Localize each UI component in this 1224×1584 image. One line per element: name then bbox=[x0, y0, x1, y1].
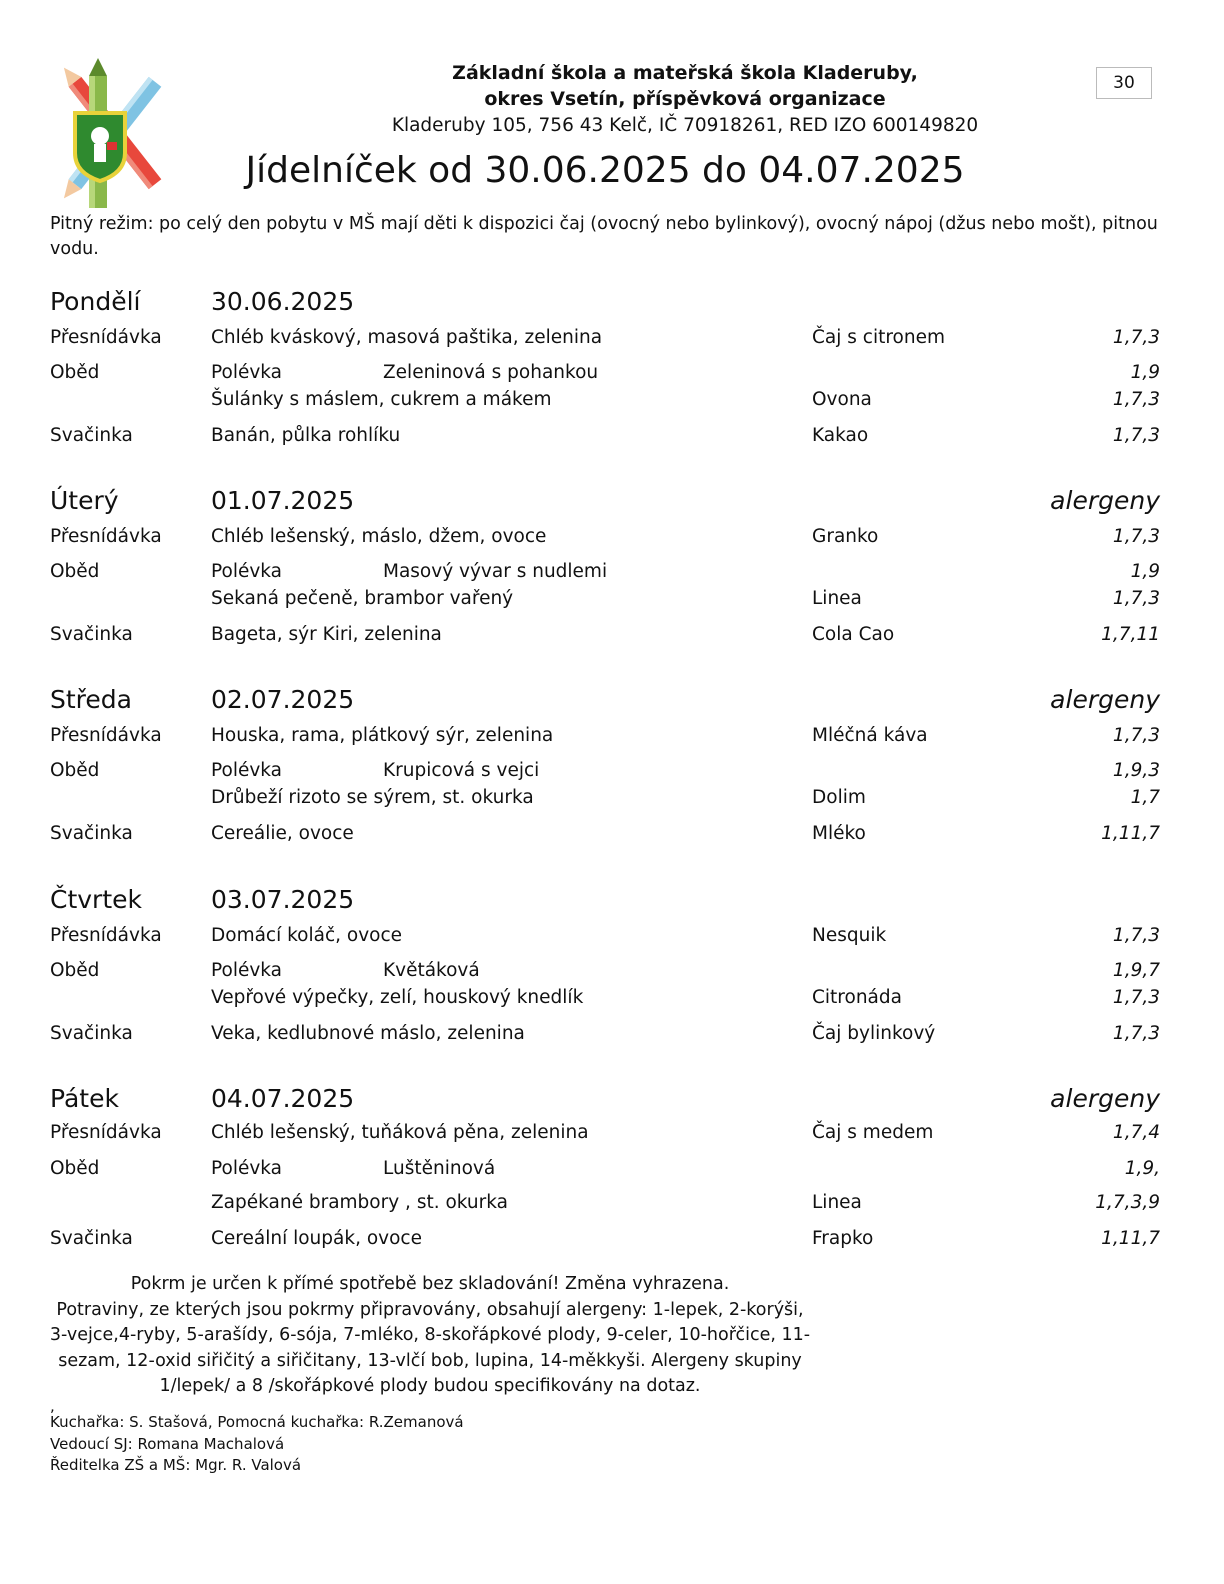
allergens: 1,7,3 bbox=[1112, 526, 1160, 547]
allergens: 1,11,7 bbox=[1101, 1228, 1160, 1249]
drink: Čaj s medem bbox=[812, 1122, 934, 1143]
allergens: 1,7,3 bbox=[1112, 389, 1160, 410]
meal-type: Přesnídávka bbox=[50, 1122, 162, 1143]
meal-row bbox=[50, 423, 1160, 449]
drink: Nesquik bbox=[812, 925, 887, 946]
allergens: 1,7,3 bbox=[1112, 588, 1160, 609]
allergens: 1,7,3 bbox=[1112, 987, 1160, 1008]
staff-manager: Vedoucí SJ: Romana Machalová bbox=[50, 1434, 285, 1453]
drink: Linea bbox=[812, 588, 862, 609]
dish: Bageta, sýr Kiri, zelenina bbox=[211, 624, 442, 645]
day-header bbox=[50, 885, 1160, 915]
drinking-regime: Pitný režim: po celý den pobytu v MŠ mají děti k dispozici čaj (ovocný nebo bylinkový), ovocný nápoj (džus nebo mošt), pitnou vodu. bbox=[50, 214, 1158, 259]
day-date: 04.07.2025 bbox=[211, 1084, 355, 1113]
meal-row bbox=[50, 758, 1160, 784]
school-header bbox=[340, 60, 1030, 139]
note-line: Pokrm je určen k přímé spotřebě bez skladování! Změna vyhrazena. bbox=[130, 1274, 730, 1294]
meal-type: Oběd bbox=[50, 1158, 100, 1179]
day-name: Pondělí bbox=[50, 287, 141, 316]
meal-row bbox=[50, 985, 1160, 1011]
meal-row bbox=[50, 622, 1160, 648]
dish: Drůbeží rizoto se sýrem, st. okurka bbox=[211, 787, 534, 808]
meal-type: Oběd bbox=[50, 760, 100, 781]
drink: Citronáda bbox=[812, 987, 902, 1008]
meal-type: Přesnídávka bbox=[50, 725, 162, 746]
day-date: 02.07.2025 bbox=[211, 685, 355, 714]
dish: Polévka bbox=[211, 960, 283, 981]
allergens: 1,9 bbox=[1130, 362, 1160, 383]
dish: Polévka bbox=[211, 561, 283, 582]
dish: Polévka bbox=[211, 362, 283, 383]
allergens: 1,7,3 bbox=[1112, 327, 1160, 348]
drink: Frapko bbox=[812, 1228, 874, 1249]
meal-row bbox=[50, 586, 1160, 612]
meal-type: Oběd bbox=[50, 561, 100, 582]
dish: Banán, půlka rohlíku bbox=[211, 425, 401, 446]
staff-principal: Ředitelka ZŠ a MŠ: Mgr. R. Valová bbox=[50, 1456, 302, 1474]
allergens: 1,7,3 bbox=[1112, 1023, 1160, 1044]
meal-row bbox=[50, 723, 1160, 749]
allergen-label: alergeny bbox=[1050, 1084, 1160, 1113]
allergen-note bbox=[40, 1272, 820, 1400]
meal-row bbox=[50, 1120, 1160, 1146]
dish: Cereální loupák, ovoce bbox=[211, 1228, 422, 1249]
meal-row bbox=[50, 1021, 1160, 1047]
allergens: 1,7,4 bbox=[1112, 1122, 1160, 1143]
note-line: 3-vejce,4-ryby, 5-arašídy, 6-sója, 7-mléko, 8-skořápkové plody, 9-celer, 10-hořčice, 11- bbox=[49, 1325, 811, 1345]
meal-row bbox=[50, 1226, 1160, 1252]
allergens: 1,7,3 bbox=[1112, 425, 1160, 446]
dish: Chléb lešenský, máslo, džem, ovoce bbox=[211, 526, 547, 547]
allergens: 1,7,3 bbox=[1112, 725, 1160, 746]
dish: Chléb lešenský, tuňáková pěna, zelenina bbox=[211, 1122, 589, 1143]
meal-type: Svačinka bbox=[50, 823, 133, 844]
note-line: sezam, 12-oxid siřičitý a siřičitany, 13-vlčí bob, lupina, 14-měkkyši. Alergeny skupiny bbox=[58, 1350, 802, 1371]
day-header bbox=[50, 685, 1160, 715]
meal-row bbox=[50, 387, 1160, 413]
day-name: Čtvrtek bbox=[50, 885, 142, 914]
dish: Vepřové výpečky, zelí, houskový knedlík bbox=[211, 987, 584, 1008]
school-name: Základní škola a mateřská škola Kladeruby, bbox=[452, 62, 918, 84]
soup-name: Krupicová s vejci bbox=[383, 760, 540, 781]
dish: Chléb kváskový, masová paštika, zelenina bbox=[211, 327, 603, 348]
meal-type: Svačinka bbox=[50, 1228, 133, 1249]
school-district: okres Vsetín, příspěvková organizace bbox=[484, 88, 886, 110]
allergens: 1,9,3 bbox=[1112, 760, 1160, 781]
day-block bbox=[50, 685, 1160, 875]
meal-row bbox=[50, 325, 1160, 351]
soup-name: Květáková bbox=[383, 960, 480, 981]
drink: Čaj bylinkový bbox=[812, 1023, 936, 1044]
allergens: 1,9, bbox=[1124, 1158, 1160, 1179]
page-number: 30 bbox=[1096, 67, 1152, 99]
meal-row bbox=[50, 1156, 1160, 1182]
allergens: 1,9,7 bbox=[1112, 960, 1160, 981]
drink: Čaj s citronem bbox=[812, 327, 946, 348]
meal-row bbox=[50, 958, 1160, 984]
meal-row bbox=[50, 524, 1160, 550]
dish: Sekaná pečeně, brambor vařený bbox=[211, 588, 514, 609]
dish: Cereálie, ovoce bbox=[211, 823, 354, 844]
dish: Polévka bbox=[211, 760, 283, 781]
meal-type: Svačinka bbox=[50, 425, 133, 446]
drink: Mléko bbox=[812, 823, 866, 844]
allergens: 1,9 bbox=[1130, 561, 1160, 582]
meal-row bbox=[50, 360, 1160, 386]
soup-name: Zeleninová s pohankou bbox=[383, 362, 599, 383]
day-header bbox=[50, 1084, 1160, 1114]
day-name: Pátek bbox=[50, 1084, 119, 1113]
dish: Zapékané brambory , st. okurka bbox=[211, 1192, 508, 1213]
staff-list bbox=[50, 1397, 464, 1477]
note-line: 1/lepek/ a 8 /skořápkové plody budou specifikovány na dotaz. bbox=[159, 1376, 701, 1396]
stray-mark: , bbox=[50, 1397, 55, 1415]
drink: Ovona bbox=[812, 389, 872, 410]
allergen-label: alergeny bbox=[1050, 486, 1160, 515]
allergens: 1,7 bbox=[1130, 787, 1160, 808]
day-block bbox=[50, 287, 1160, 477]
soup-name: Luštěninová bbox=[383, 1158, 496, 1179]
meal-type: Přesnídávka bbox=[50, 526, 162, 547]
allergens: 1,11,7 bbox=[1101, 823, 1160, 844]
day-header bbox=[50, 486, 1160, 516]
meal-row bbox=[50, 559, 1160, 585]
meal-row bbox=[50, 1190, 1160, 1216]
allergen-label: alergeny bbox=[1050, 685, 1160, 714]
day-block bbox=[50, 1084, 1160, 1274]
meal-type: Přesnídávka bbox=[50, 327, 162, 348]
allergens: 1,7,11 bbox=[1101, 624, 1160, 645]
day-date: 03.07.2025 bbox=[211, 885, 355, 914]
staff-cook: Kuchařka: S. Stašová, Pomocná kuchařka: R.Zemanová bbox=[50, 1413, 464, 1431]
day-block bbox=[50, 486, 1160, 676]
meal-type: Přesnídávka bbox=[50, 925, 162, 946]
day-name: Středa bbox=[50, 685, 132, 714]
meal-type: Oběd bbox=[50, 960, 100, 981]
meal-row bbox=[50, 821, 1160, 847]
meal-type: Svačinka bbox=[50, 1023, 133, 1044]
day-name: Úterý bbox=[50, 486, 119, 515]
day-header bbox=[50, 287, 1160, 317]
dish: Šulánky s máslem, cukrem a mákem bbox=[211, 389, 552, 410]
drink: Granko bbox=[812, 526, 879, 547]
day-date: 30.06.2025 bbox=[211, 287, 355, 316]
meal-type: Oběd bbox=[50, 362, 100, 383]
day-block bbox=[50, 885, 1160, 1075]
page-title: Jídelníček od 30.06.2025 do 04.07.2025 bbox=[245, 150, 965, 191]
meal-row bbox=[50, 923, 1160, 949]
meal-type: Svačinka bbox=[50, 624, 133, 645]
allergens: 1,7,3,9 bbox=[1095, 1192, 1160, 1213]
dish: Veka, kedlubnové máslo, zelenina bbox=[211, 1023, 525, 1044]
school-address: Kladeruby 105, 756 43 Kelč, IČ 70918261, RED IZO 600149820 bbox=[391, 115, 979, 136]
drink: Dolim bbox=[812, 787, 866, 808]
meal-row bbox=[50, 785, 1160, 811]
drink: Linea bbox=[812, 1192, 862, 1213]
dish: Houska, rama, plátkový sýr, zelenina bbox=[211, 725, 554, 746]
drink: Kakao bbox=[812, 425, 869, 446]
school-logo bbox=[55, 58, 175, 208]
drink: Cola Cao bbox=[812, 624, 895, 645]
day-date: 01.07.2025 bbox=[211, 486, 355, 515]
dish: Polévka bbox=[211, 1158, 283, 1179]
allergens: 1,7,3 bbox=[1112, 925, 1160, 946]
dish: Domácí koláč, ovoce bbox=[211, 925, 403, 946]
soup-name: Masový vývar s nudlemi bbox=[383, 561, 608, 582]
drink: Mléčná káva bbox=[812, 725, 928, 746]
note-line: Potraviny, ze kterých jsou pokrmy připravovány, obsahují alergeny: 1-lepek, 2-korýši, bbox=[56, 1299, 804, 1320]
